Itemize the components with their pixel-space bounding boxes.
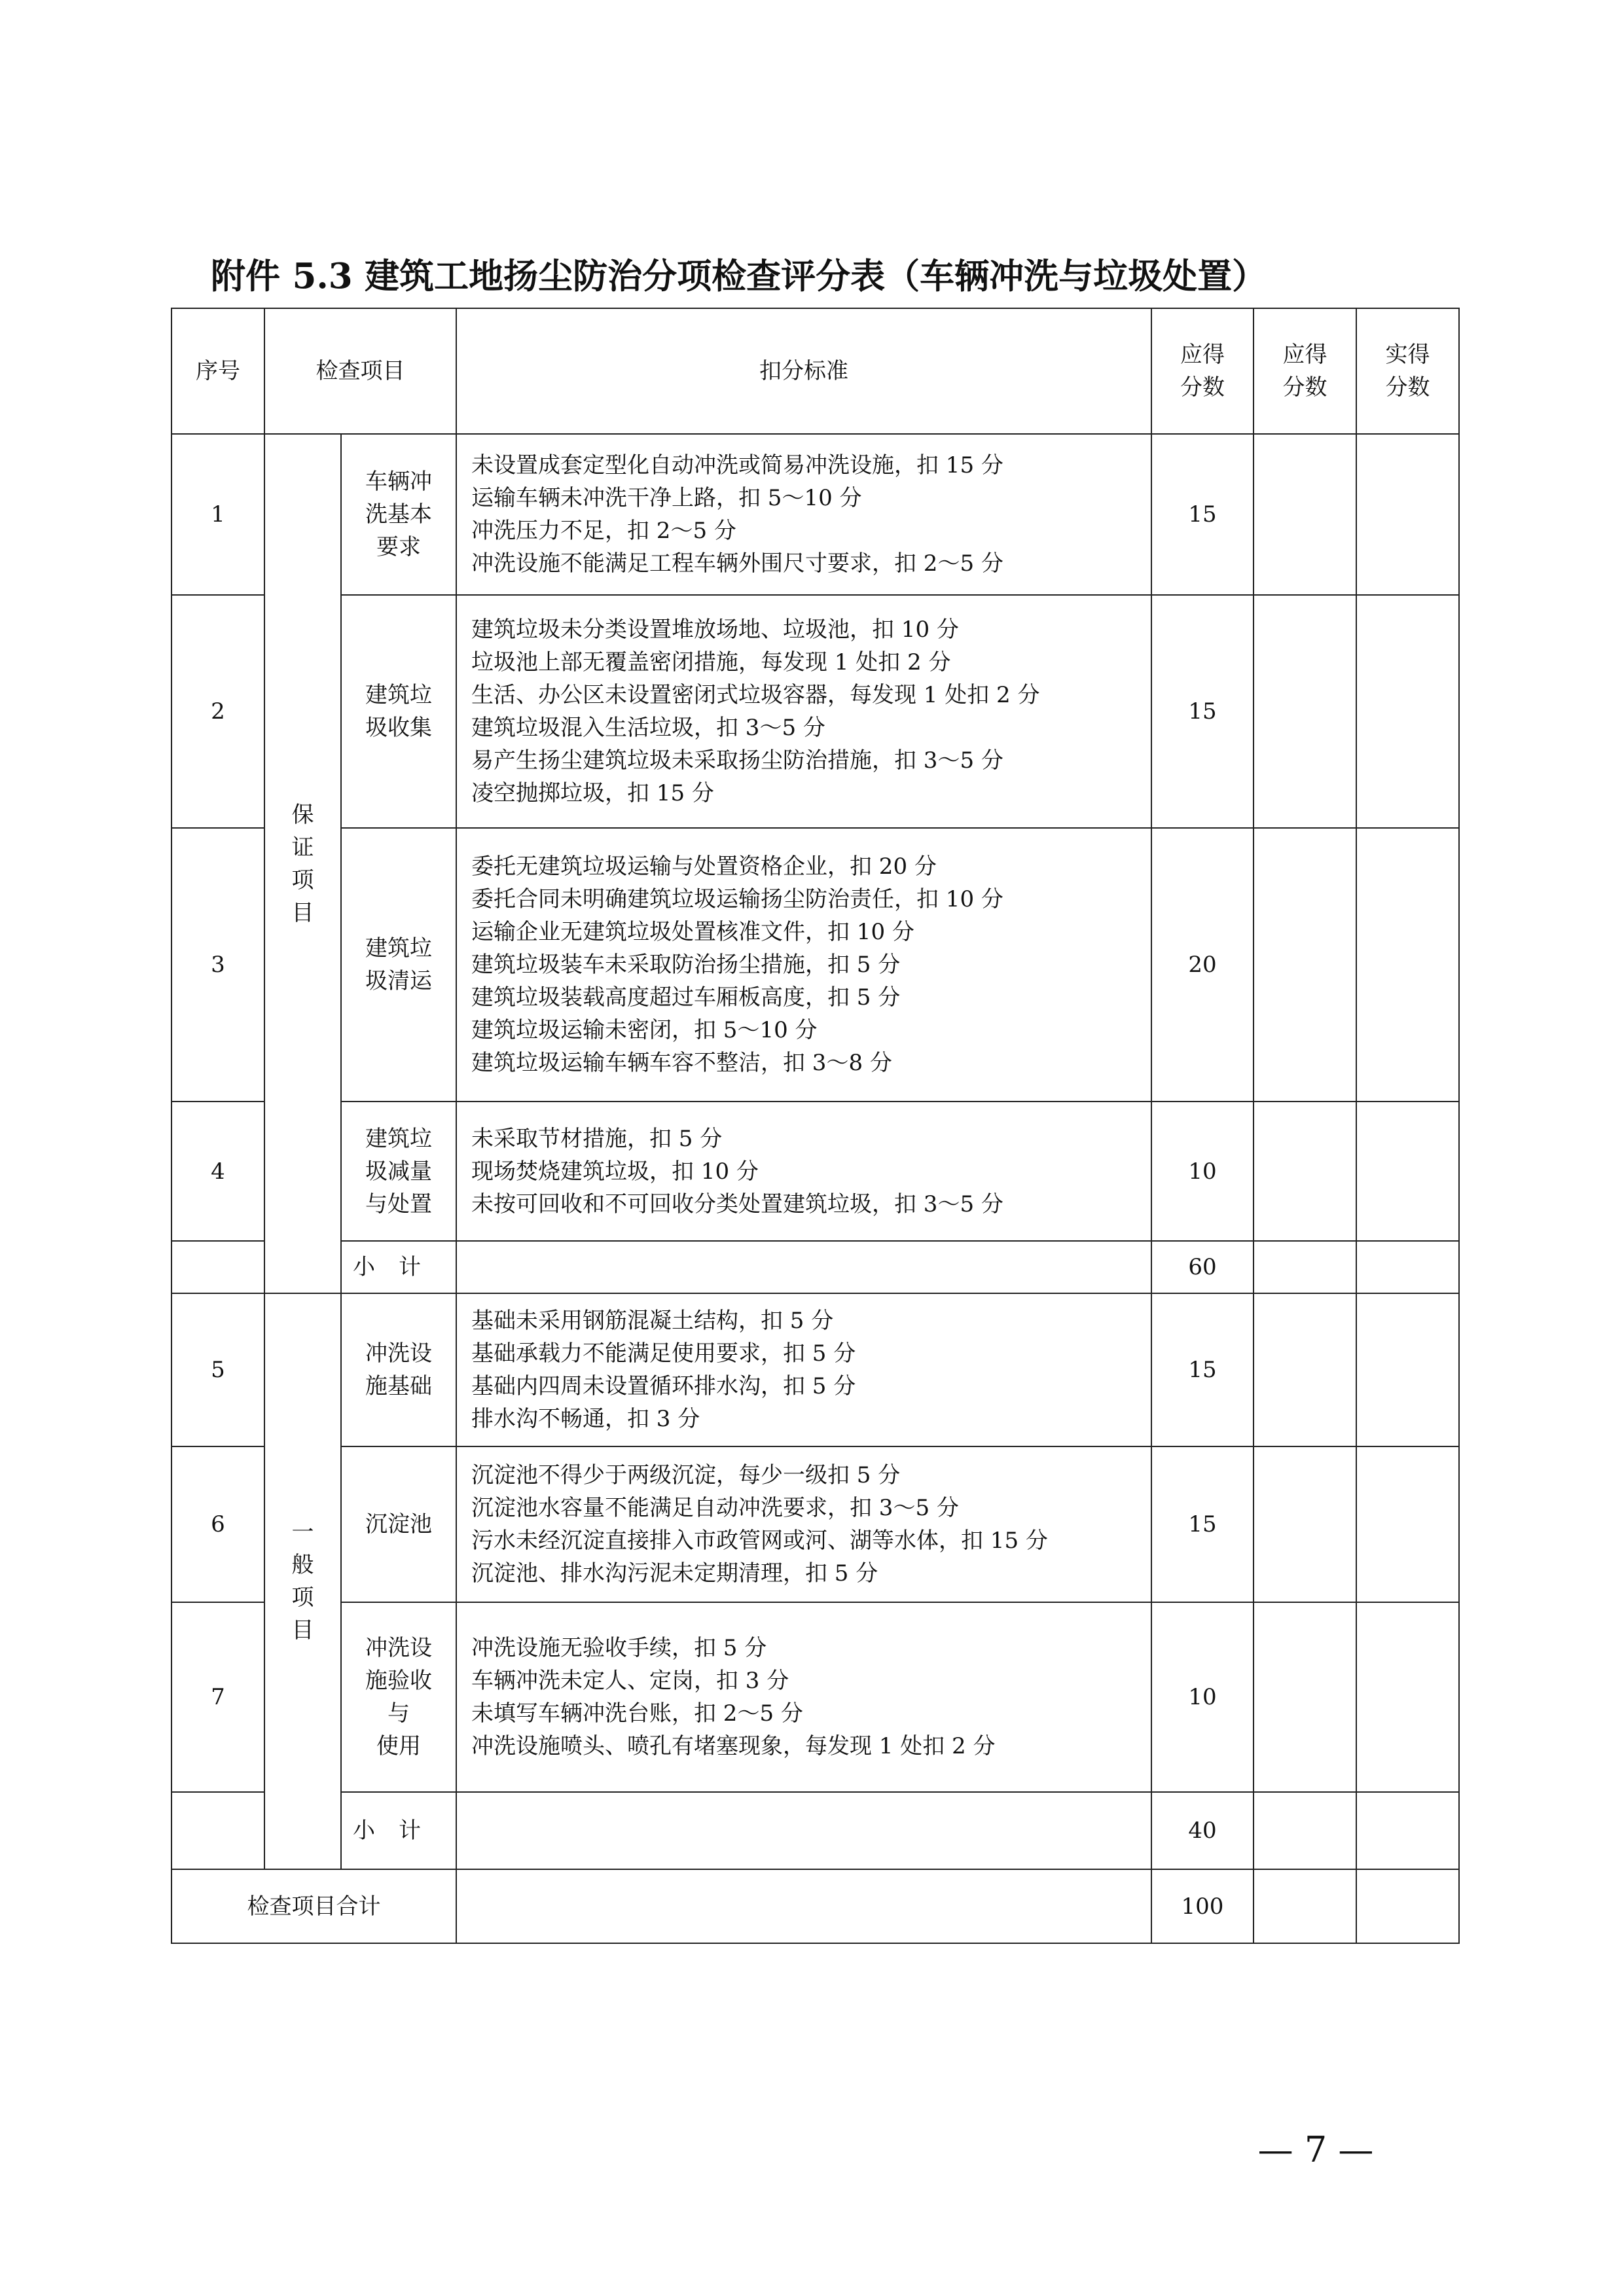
header-actual-score-line: 分数 xyxy=(1385,374,1430,401)
subtotal-actual-score[interactable] xyxy=(1356,1792,1459,1869)
category-char: 一 xyxy=(291,1519,314,1545)
row-criteria xyxy=(456,828,1151,1102)
criteria-line: 基础未采用钢筋混凝土结构，扣 5 分 xyxy=(471,1308,834,1334)
header-criteria: 扣分标准 xyxy=(456,308,1151,434)
row-due-score-2[interactable] xyxy=(1254,1446,1356,1602)
row-due-score: 15 xyxy=(1151,1446,1254,1602)
item-line: 冲洗设 xyxy=(365,1635,432,1661)
total-criteria-empty xyxy=(456,1869,1151,1943)
page-number: — 7 — xyxy=(1257,2129,1374,2170)
row-seq: 6 xyxy=(171,1446,264,1602)
row-actual-score[interactable] xyxy=(1356,434,1459,595)
item-line: 与处置 xyxy=(365,1191,432,1217)
criteria-line: 排水沟不畅通，扣 3 分 xyxy=(471,1406,700,1432)
criteria-line: 建筑垃圾装载高度超过车厢板高度，扣 5 分 xyxy=(471,984,901,1011)
item-line: 圾清运 xyxy=(365,968,432,994)
row-item xyxy=(341,434,456,595)
table-row xyxy=(171,1293,1459,1446)
category-char: 般 xyxy=(291,1552,314,1578)
category-general xyxy=(264,1293,341,1869)
table-row xyxy=(171,1102,1459,1241)
criteria-line: 冲洗设施不能满足工程车辆外围尺寸要求，扣 2～5 分 xyxy=(471,550,1003,577)
subtotal-due-score-2[interactable] xyxy=(1254,1792,1356,1869)
item-line: 施验收 xyxy=(365,1668,432,1694)
row-due-score-2[interactable] xyxy=(1254,1293,1356,1446)
table-row xyxy=(171,595,1459,828)
total-actual-score[interactable] xyxy=(1356,1869,1459,1943)
criteria-line: 冲洗压力不足，扣 2～5 分 xyxy=(471,518,736,544)
row-criteria xyxy=(456,595,1151,828)
criteria-line: 建筑垃圾未分类设置堆放场地、垃圾池，扣 10 分 xyxy=(471,617,959,643)
row-criteria xyxy=(456,1293,1151,1446)
row-due-score: 15 xyxy=(1151,434,1254,595)
criteria-line: 垃圾池上部无覆盖密闭措施，每发现 1 处扣 2 分 xyxy=(471,649,951,675)
item-line: 洗基本 xyxy=(365,501,432,528)
row-criteria xyxy=(456,1602,1151,1792)
row-due-score: 15 xyxy=(1151,1293,1254,1446)
row-actual-score[interactable] xyxy=(1356,1446,1459,1602)
item-line: 与 xyxy=(388,1700,410,1727)
row-due-score-2[interactable] xyxy=(1254,828,1356,1102)
row-seq: 4 xyxy=(171,1102,264,1241)
criteria-line: 车辆冲洗未定人、定岗，扣 3 分 xyxy=(471,1668,789,1694)
category-char: 项 xyxy=(291,1585,314,1611)
criteria-line: 建筑垃圾装车未采取防治扬尘措施，扣 5 分 xyxy=(471,952,901,978)
header-due-score-line: 分数 xyxy=(1180,374,1225,401)
row-due-score-2[interactable] xyxy=(1254,1102,1356,1241)
criteria-line: 冲洗设施无验收手续，扣 5 分 xyxy=(471,1635,767,1661)
subtotal-due-score: 60 xyxy=(1151,1241,1254,1293)
row-criteria xyxy=(456,434,1151,595)
criteria-line: 未采取节材措施，扣 5 分 xyxy=(471,1125,723,1152)
row-due-score-2[interactable] xyxy=(1254,434,1356,595)
row-item xyxy=(341,1102,456,1241)
table-row xyxy=(171,828,1459,1102)
row-item xyxy=(341,828,456,1102)
total-due-score: 100 xyxy=(1151,1869,1254,1943)
criteria-line: 运输车辆未冲洗干净上路，扣 5～10 分 xyxy=(471,485,862,511)
item-line: 使用 xyxy=(376,1733,421,1759)
criteria-line: 生活、办公区未设置密闭式垃圾容器，每发现 1 处扣 2 分 xyxy=(471,682,1040,708)
row-item xyxy=(341,1293,456,1446)
header-actual-score-line: 实得 xyxy=(1385,342,1430,368)
category-char: 保 xyxy=(291,801,314,828)
criteria-line: 未设置成套定型化自动冲洗或简易冲洗设施，扣 15 分 xyxy=(471,452,1003,478)
header-due-score-2 xyxy=(1254,308,1356,434)
row-due-score-2[interactable] xyxy=(1254,1602,1356,1792)
category-char: 证 xyxy=(291,834,314,861)
row-item xyxy=(341,1446,456,1602)
criteria-line: 基础内四周未设置循环排水沟，扣 5 分 xyxy=(471,1373,856,1399)
document-title: 附件 5.3 建筑工地扬尘防治分项检查评分表（车辆冲洗与垃圾处置） xyxy=(211,256,1267,296)
row-due-score: 15 xyxy=(1151,595,1254,828)
category-guarantee xyxy=(264,434,341,1293)
row-seq: 5 xyxy=(171,1293,264,1446)
subtotal-due-score-2[interactable] xyxy=(1254,1241,1356,1293)
item-line: 建筑垃 xyxy=(365,682,432,708)
header-due-score-2-line: 应得 xyxy=(1282,342,1327,368)
row-actual-score[interactable] xyxy=(1356,828,1459,1102)
category-char: 目 xyxy=(291,1617,314,1643)
header-seq: 序号 xyxy=(171,308,264,434)
criteria-line: 委托无建筑垃圾运输与处置资格企业，扣 20 分 xyxy=(471,853,937,880)
criteria-line: 建筑垃圾运输未密闭，扣 5～10 分 xyxy=(471,1017,818,1043)
header-due-score xyxy=(1151,308,1254,434)
row-due-score-2[interactable] xyxy=(1254,595,1356,828)
table-row xyxy=(171,1602,1459,1792)
row-criteria xyxy=(456,1102,1151,1241)
subtotal-criteria-empty xyxy=(456,1241,1151,1293)
row-due-score: 10 xyxy=(1151,1602,1254,1792)
item-line: 沉淀池 xyxy=(365,1511,432,1537)
subtotal-actual-score[interactable] xyxy=(1356,1241,1459,1293)
item-line: 施基础 xyxy=(365,1373,432,1399)
criteria-line: 建筑垃圾混入生活垃圾，扣 3～5 分 xyxy=(471,715,825,741)
criteria-line: 污水未经沉淀直接排入市政管网或河、湖等水体，扣 15 分 xyxy=(471,1528,1048,1554)
row-actual-score[interactable] xyxy=(1356,595,1459,828)
score-table xyxy=(171,308,1460,1944)
subtotal-row xyxy=(171,1792,1459,1869)
criteria-line: 凌空抛掷垃圾，扣 15 分 xyxy=(471,780,714,806)
criteria-line: 运输企业无建筑垃圾处置核准文件，扣 10 分 xyxy=(471,919,914,945)
row-due-score: 10 xyxy=(1151,1102,1254,1241)
criteria-line: 基础承载力不能满足使用要求，扣 5 分 xyxy=(471,1340,856,1367)
criteria-line: 未按可回收和不可回收分类处置建筑垃圾，扣 3～5 分 xyxy=(471,1191,1003,1217)
criteria-line: 建筑垃圾运输车辆车容不整洁，扣 3～8 分 xyxy=(471,1050,892,1076)
header-due-score-2-line: 分数 xyxy=(1282,374,1327,401)
criteria-line: 未填写车辆冲洗台账，扣 2～5 分 xyxy=(471,1700,803,1727)
item-line: 要求 xyxy=(376,534,421,560)
subtotal-criteria-empty xyxy=(456,1792,1151,1869)
row-actual-score[interactable] xyxy=(1356,1102,1459,1241)
table-row xyxy=(171,434,1459,595)
subtotal-due-score: 40 xyxy=(1151,1792,1254,1869)
category-char: 目 xyxy=(291,899,314,926)
criteria-line: 沉淀池、排水沟污泥未定期清理，扣 5 分 xyxy=(471,1560,878,1587)
subtotal-row xyxy=(171,1241,1459,1293)
header-item: 检查项目 xyxy=(264,308,456,434)
category-char: 项 xyxy=(291,867,314,893)
item-line: 圾减量 xyxy=(365,1158,432,1185)
row-actual-score[interactable] xyxy=(1356,1602,1459,1792)
criteria-line: 沉淀池水容量不能满足自动冲洗要求，扣 3～5 分 xyxy=(471,1495,959,1521)
item-line: 圾收集 xyxy=(365,715,432,741)
item-line: 车辆冲 xyxy=(365,469,432,495)
row-actual-score[interactable] xyxy=(1356,1293,1459,1446)
row-due-score: 20 xyxy=(1151,828,1254,1102)
criteria-line: 沉淀池不得少于两级沉淀，每少一级扣 5 分 xyxy=(471,1462,901,1488)
criteria-line: 易产生扬尘建筑垃圾未采取扬尘防治措施，扣 3～5 分 xyxy=(471,747,1003,774)
total-row xyxy=(171,1869,1459,1943)
header-actual-score xyxy=(1356,308,1459,434)
subtotal-seq-empty xyxy=(171,1241,264,1293)
row-item xyxy=(341,595,456,828)
header-due-score-line: 应得 xyxy=(1180,342,1225,368)
item-line: 冲洗设 xyxy=(365,1340,432,1367)
row-seq: 7 xyxy=(171,1602,264,1792)
item-line: 建筑垃 xyxy=(365,935,432,961)
total-due-score-2[interactable] xyxy=(1254,1869,1356,1943)
table-header-row xyxy=(171,308,1459,434)
subtotal-label: 小计 xyxy=(341,1792,456,1869)
criteria-line: 委托合同未明确建筑垃圾运输扬尘防治责任，扣 10 分 xyxy=(471,886,1003,912)
row-seq: 2 xyxy=(171,595,264,828)
row-seq: 1 xyxy=(171,434,264,595)
subtotal-label: 小计 xyxy=(341,1241,456,1293)
total-label: 检查项目合计 xyxy=(171,1869,456,1943)
row-seq: 3 xyxy=(171,828,264,1102)
criteria-line: 现场焚烧建筑垃圾，扣 10 分 xyxy=(471,1158,759,1185)
subtotal-seq-empty xyxy=(171,1792,264,1869)
item-line: 建筑垃 xyxy=(365,1125,432,1152)
table-row xyxy=(171,1446,1459,1602)
criteria-line: 冲洗设施喷头、喷孔有堵塞现象，每发现 1 处扣 2 分 xyxy=(471,1733,996,1759)
row-item xyxy=(341,1602,456,1792)
row-criteria xyxy=(456,1446,1151,1602)
